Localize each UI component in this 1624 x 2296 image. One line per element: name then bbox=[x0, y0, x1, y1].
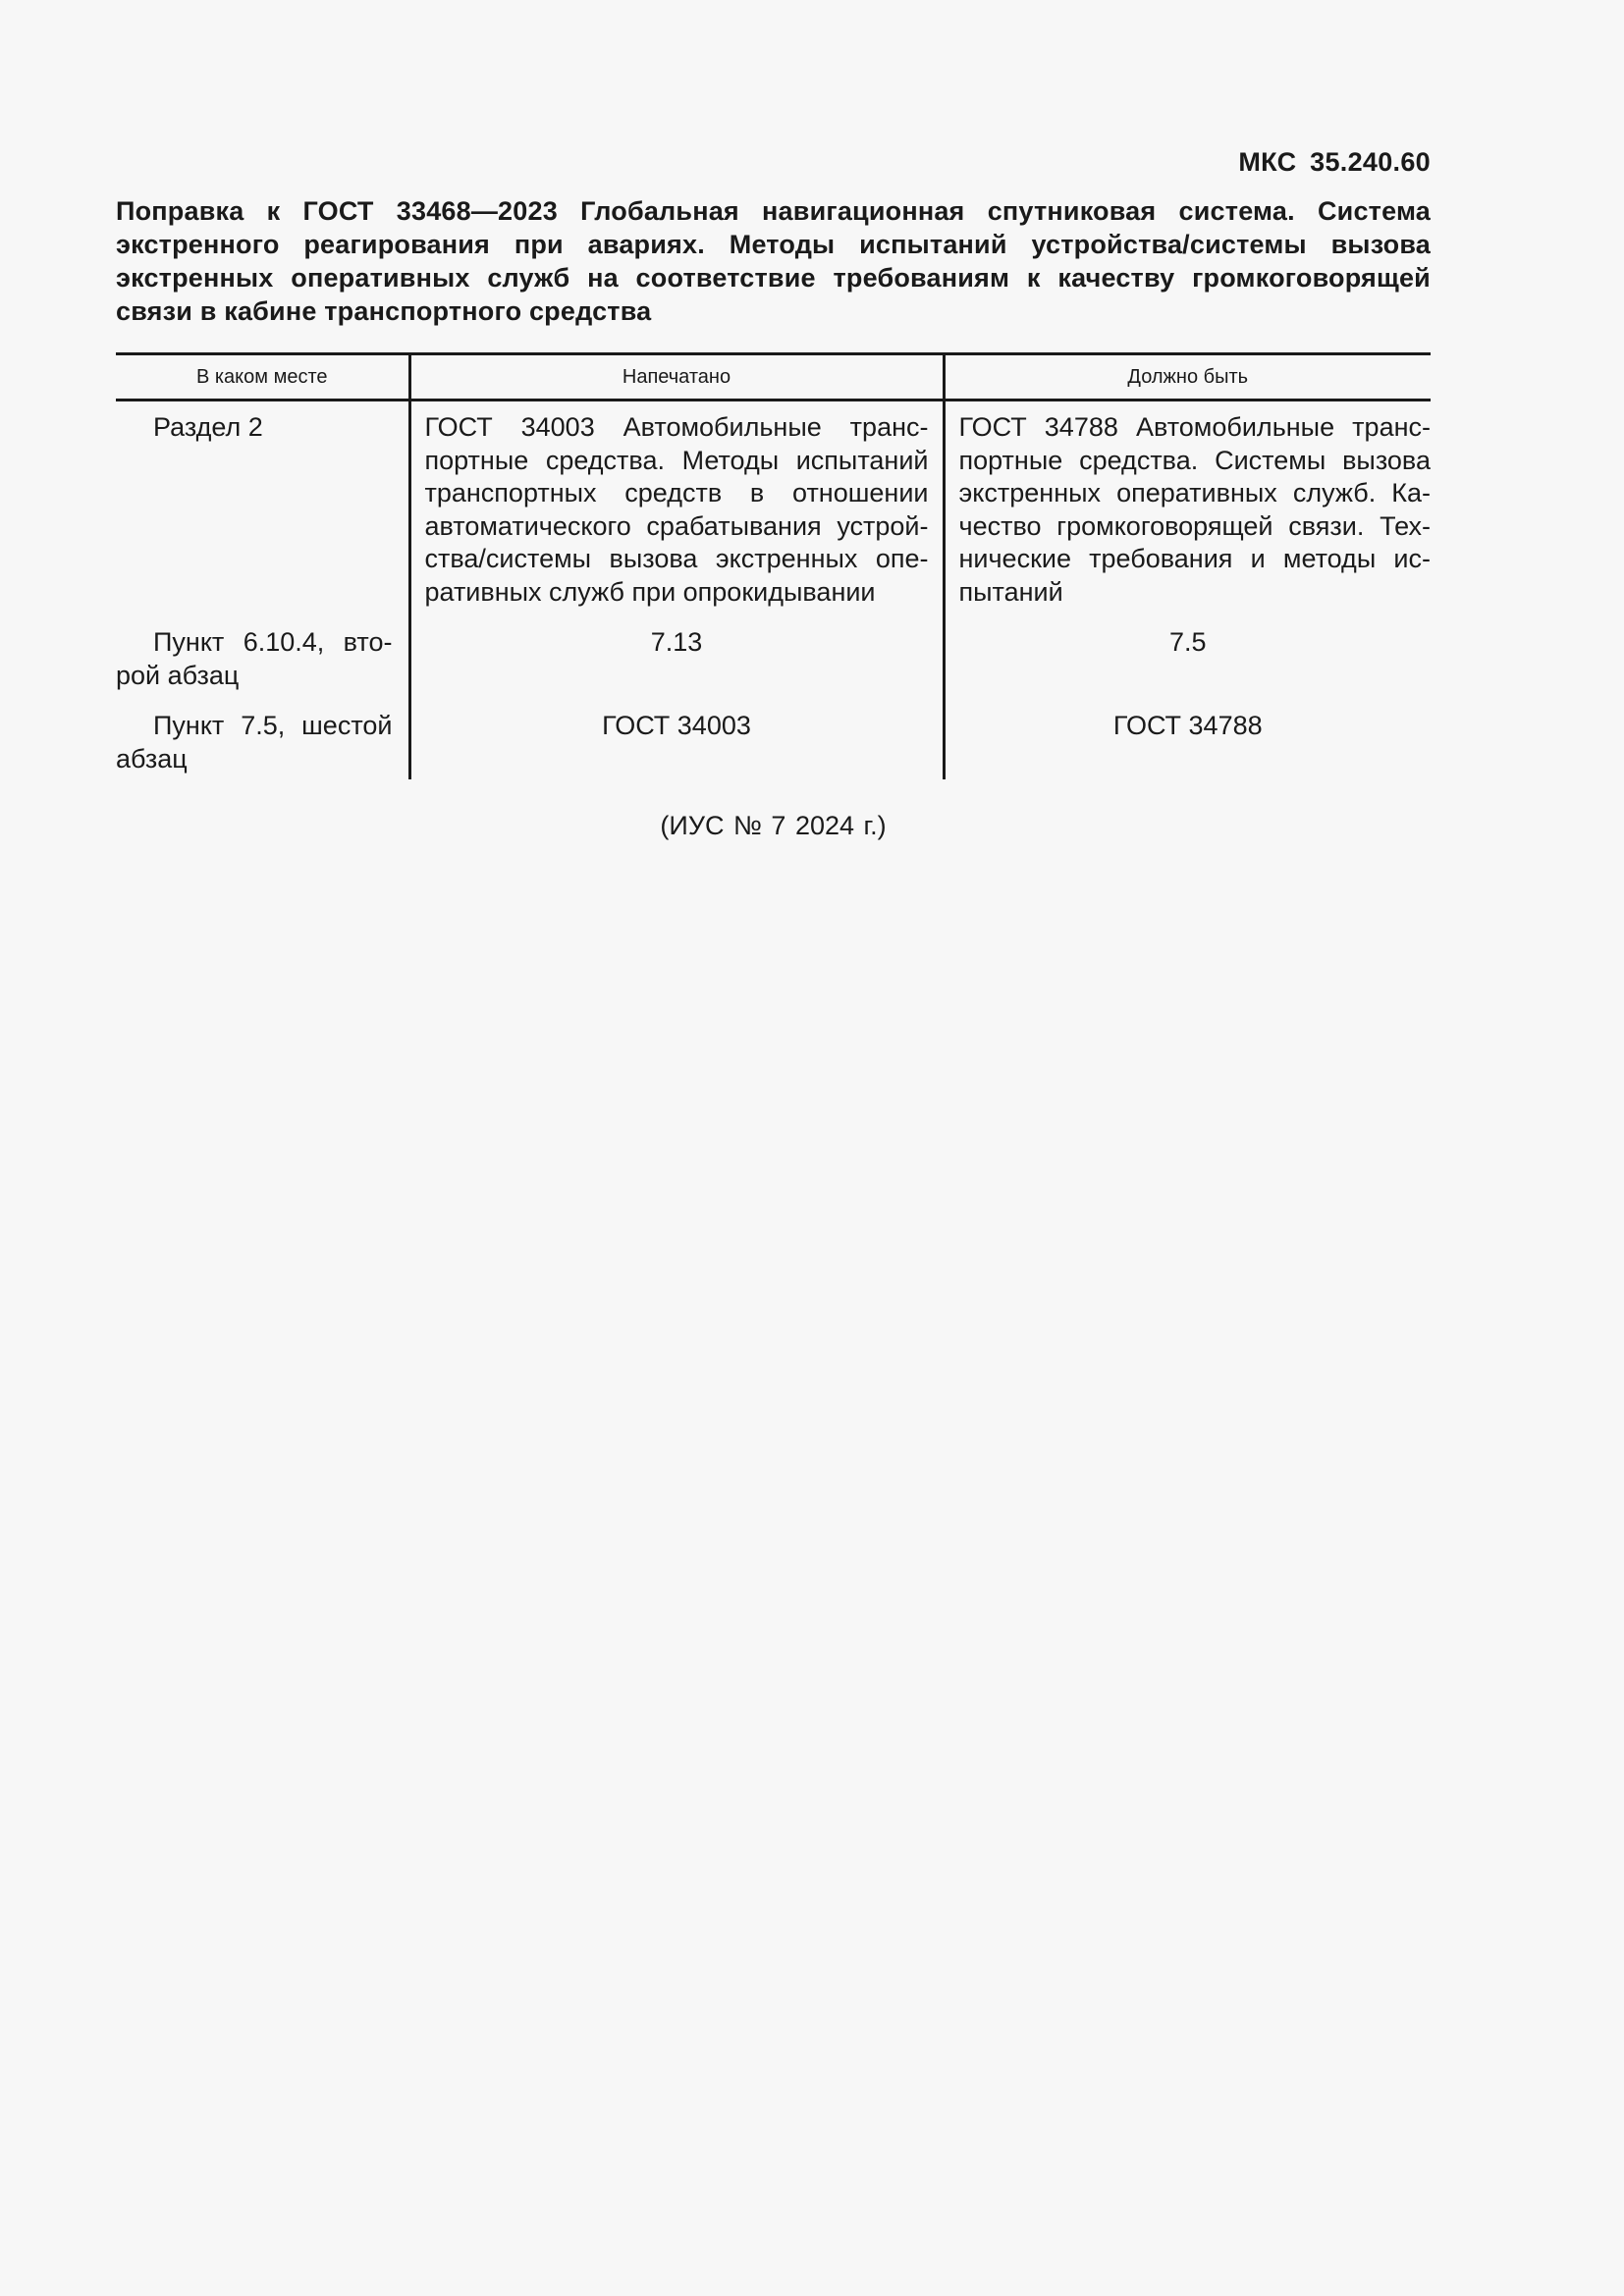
column-header-should-be: Должно быть bbox=[944, 354, 1431, 400]
cell-printed: 7.13 bbox=[409, 609, 944, 692]
cell-should-be: 7.5 bbox=[944, 609, 1431, 692]
cell-printed: ГОСТ 34003 bbox=[409, 692, 944, 779]
amendment-title: Поправка к ГОСТ 33468—2023 Глобальная навигационная спутниковая система. Система экстренного реагирования при авариях. Методы испытаний устройства/системы вызова экстренных оперативных служб на соответствие требованиям к качеству громкоговорящей связи в кабине транспортного средства bbox=[116, 196, 1431, 326]
column-header-where: В каком месте bbox=[116, 354, 409, 400]
table-row bbox=[116, 692, 1431, 779]
table-row bbox=[116, 400, 1431, 610]
classification-code: МКС 35.240.60 bbox=[1238, 147, 1431, 177]
cell-where: Раздел 2 bbox=[153, 412, 263, 442]
cell-should-be: ГОСТ 34788 Автомобильные транспортные средства. Системы вызова экстренных оперативных служб. Качество громкоговорящей связи. Технические требования и методы испытаний bbox=[944, 400, 1431, 610]
table-row bbox=[116, 609, 1431, 692]
issue-note: (ИУС № 7 2024 г.) bbox=[660, 811, 887, 840]
amendment-table bbox=[116, 352, 1431, 779]
cell-where: Пункт 7.5, шестой абзац bbox=[116, 711, 393, 774]
column-header-printed: Напечатано bbox=[409, 354, 944, 400]
cell-where: Пункт 6.10.4, второй абзац bbox=[116, 627, 393, 690]
table-header-row bbox=[116, 354, 1431, 400]
cell-printed: ГОСТ 34003 Автомобильные транспортные средства. Методы испытаний транспортных средств в отношении автоматического срабатывания устройства/системы вызова экстренных оперативных служб при опрокидывании bbox=[409, 400, 944, 610]
cell-should-be: ГОСТ 34788 bbox=[944, 692, 1431, 779]
